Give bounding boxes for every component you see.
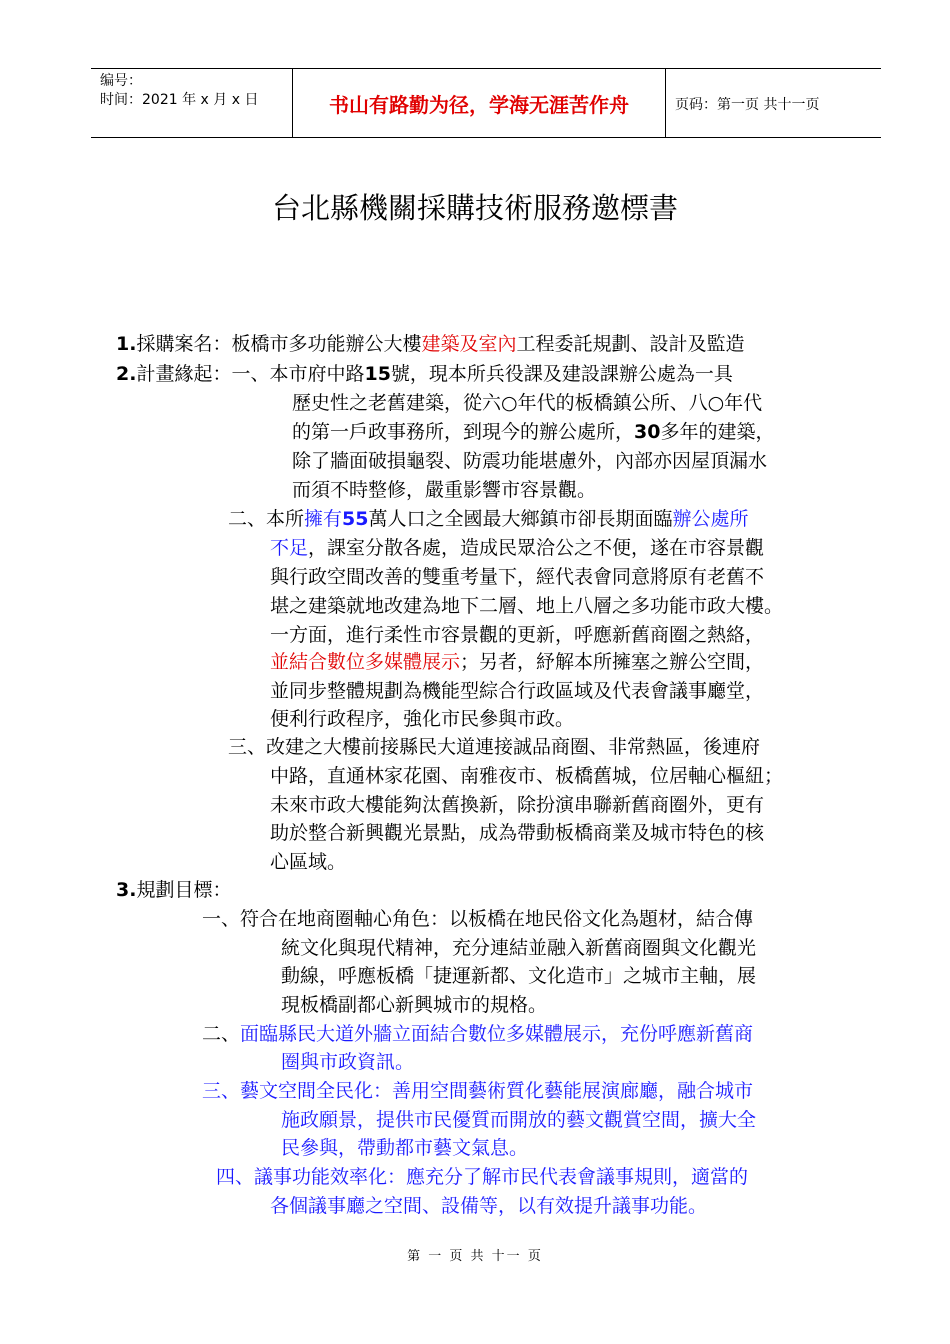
- item-line: [228, 505, 749, 534]
- header-motto: 书山有路勤为径，学海无涯苦作舟: [329, 93, 629, 117]
- highlight-blue: 擁有: [304, 508, 343, 530]
- item-line: 統文化與現代精神，充分連結並融入新舊商圈與文化觀光: [281, 937, 757, 959]
- header-page-label: 页码：第一页 共十一页: [675, 97, 820, 113]
- item-line: 民參與，帶動都市藝文氣息。: [281, 1137, 529, 1159]
- text-span: 號，現本所兵役課及建設課辦公處為一具: [390, 363, 733, 385]
- header-divider: [665, 69, 666, 137]
- text-span: 規劃目標：: [136, 879, 232, 901]
- text-span: 的第一戶政事務所，到現今的辦公處所，: [292, 421, 635, 443]
- item-line: 未來市政大樓能夠汰舊換新，除扮演串聯新舊商圈外，更有: [270, 794, 765, 816]
- item-line: [270, 534, 764, 563]
- header-meta: [100, 72, 258, 110]
- text-span: 萬人口之全國最大鄉鎮市卻長期面臨: [368, 508, 673, 530]
- highlight-red: 並結合數位多媒體展示: [270, 651, 461, 673]
- item-line: [292, 418, 774, 447]
- item-number: 2.: [116, 363, 137, 385]
- highlight-red: 建築及室內: [421, 333, 517, 355]
- item-line: 心區域。: [270, 851, 347, 873]
- number-span: 30: [634, 421, 661, 443]
- item-line: 並同步整體規劃為機能型綜合行政區域及代表會議事廳堂，: [270, 680, 765, 702]
- number-label: 编号：: [100, 73, 142, 89]
- page-footer: 第 一 页 共 十一 页: [407, 1249, 543, 1264]
- item-line: 各個議事廳之空間、設備等，以有效提升議事功能。: [270, 1195, 708, 1217]
- item-line: 動線，呼應板橋「捷運新都、文化造市」之城市主軸，展: [281, 965, 757, 987]
- item-line: 圈與市政資訊。: [281, 1051, 415, 1073]
- item-line: 除了牆面破損龜裂、防震功能堪慮外，內部亦因屋頂漏水: [292, 450, 768, 472]
- text-span: ，課室分散各處，造成民眾洽公之不便，遂在市容景觀: [308, 537, 765, 559]
- item-line: [270, 648, 764, 677]
- item-number: 3.: [116, 879, 137, 901]
- time-label: 时间：2021 年 x 月 x 日: [100, 92, 259, 108]
- text-span: ；另者，紓解本所擁塞之辦公空間，: [460, 651, 765, 673]
- text-span: 採購案名：板橋市多功能辦公大樓: [136, 333, 422, 355]
- item-line: [116, 360, 733, 389]
- text-span: 多年的建築，: [660, 421, 775, 443]
- item-line: 與行政空間改善的雙重考量下，經代表會同意將原有老舊不: [270, 566, 765, 588]
- item-line: 三、改建之大樓前接縣民大道連接誠品商圈、非常熱區，後連府: [228, 736, 761, 758]
- item-line: [202, 1020, 753, 1049]
- item-line: 助於整合新興觀光景點，成為帶動板橋商業及城市特色的核: [270, 822, 765, 844]
- item-number: 1.: [116, 333, 137, 355]
- item-line: 一、符合在地商圈軸心角色：以板橋在地民俗文化為題材，結合傳: [202, 908, 754, 930]
- item-line: 現板橋副都心新興城市的規格。: [281, 994, 548, 1016]
- item-line: [116, 876, 231, 905]
- item-line: 便利行政程序，強化市民參與市政。: [270, 708, 575, 730]
- item-line: 四、議事功能效率化：應充分了解市民代表會議事規則，適當的: [216, 1166, 749, 1188]
- item-line: 中路，直通林家花園、南雅夜市、板橋舊城，位居軸心樞紐；: [270, 765, 784, 787]
- number-span: 15: [364, 363, 391, 385]
- text-span: 二、本所: [228, 508, 305, 530]
- highlight-blue: 辦公處所: [672, 508, 749, 530]
- highlight-blue: 不足: [270, 537, 309, 559]
- item-line: 堪之建築就地改建為地下二層、地上八層之多功能市政大樓。: [270, 595, 784, 617]
- item-line: [116, 330, 745, 359]
- page-header: [91, 68, 881, 138]
- item-line: 歷史性之老舊建築，從六○年代的板橋鎮公所、八○年代: [292, 392, 763, 414]
- text-span: 二、: [202, 1023, 241, 1045]
- text-span: 計畫緣起：一、本市府中路: [136, 363, 365, 385]
- item-line: 而須不時整修，嚴重影響市容景觀。: [292, 479, 597, 501]
- document-title: 台北縣機關採購技術服務邀標書: [271, 191, 678, 225]
- text-span: 工程委託規劃、設計及監造: [516, 333, 745, 355]
- highlight-blue: 面臨縣民大道外牆立面結合數位多媒體展示，充份呼應新舊商: [240, 1023, 754, 1045]
- item-line: 三、藝文空間全民化：善用空間藝術質化藝能展演廊廳，融合城市: [202, 1080, 754, 1102]
- item-line: 施政願景，提供市民優質而開放的藝文觀賞空間，擴大全: [281, 1109, 757, 1131]
- number-span: 55: [342, 508, 369, 530]
- item-line: 一方面，進行柔性市容景觀的更新，呼應新舊商圈之熱絡，: [270, 624, 765, 646]
